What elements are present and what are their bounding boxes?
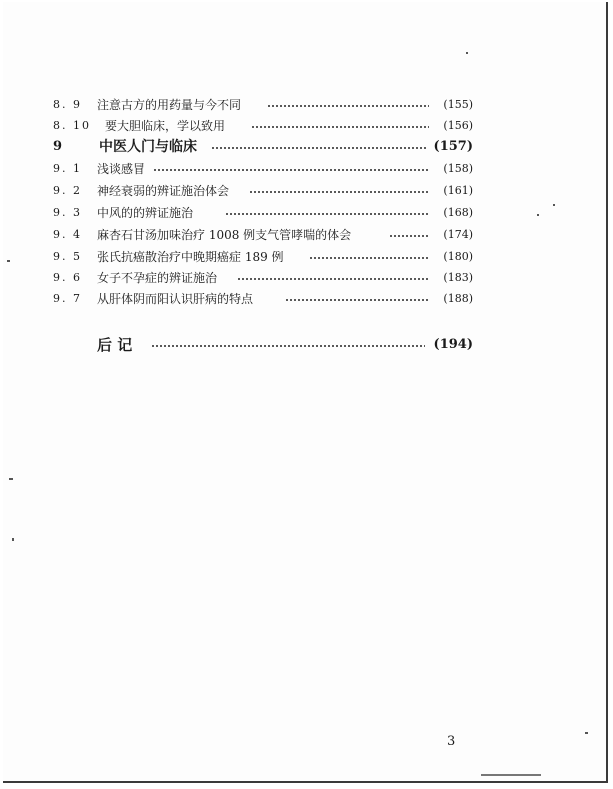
scan-speck <box>7 260 10 262</box>
scan-speck <box>537 214 539 216</box>
dot-leader <box>389 235 429 237</box>
scan-speck <box>9 478 13 480</box>
section-number: 9. 7 <box>53 292 82 305</box>
section-title: 要大胆临床，学以致用 <box>105 119 226 133</box>
toc-entry-8-10 <box>53 117 473 135</box>
toc-entry-9-3 <box>53 204 473 222</box>
toc-chapter-9 <box>53 138 473 156</box>
section-number: 9. 1 <box>53 162 82 175</box>
section-number: 9. 4 <box>53 228 82 241</box>
section-number: 8. 10 <box>53 119 91 132</box>
toc-entry-9-5 <box>53 248 473 266</box>
dot-leader <box>285 299 429 301</box>
section-title: 张氏抗癌散治疗中晚期癌症 189 例 <box>97 250 284 264</box>
page-reference: (155) <box>443 98 473 111</box>
page-reference: (157) <box>433 139 473 154</box>
scan-speck <box>553 204 555 206</box>
postscript-title: 后 记 <box>97 336 133 354</box>
section-title: 中风的的辨证施治 <box>97 206 194 220</box>
dot-leader <box>211 147 427 149</box>
dot-leader <box>153 169 429 171</box>
dot-leader <box>251 126 429 128</box>
dot-leader <box>309 257 429 259</box>
dot-leader <box>267 105 429 107</box>
dot-leader <box>225 213 429 215</box>
scan-speck <box>12 538 14 541</box>
section-number: 9. 5 <box>53 250 82 263</box>
page-reference: (168) <box>443 206 473 219</box>
page-reference: (174) <box>443 228 473 241</box>
page-reference: (183) <box>443 271 473 284</box>
section-title: 从肝体阴而阳认识肝病的特点 <box>97 292 254 306</box>
section-number: 8. 9 <box>53 98 82 111</box>
section-number: 9. 2 <box>53 184 82 197</box>
section-number: 9. 3 <box>53 206 82 219</box>
chapter-title: 中医人门与临床 <box>99 139 197 155</box>
section-title: 麻杏石甘汤加味治疗 1008 例支气管哮喘的体会 <box>97 228 352 242</box>
page-reference: (180) <box>443 250 473 263</box>
toc-entry-9-2 <box>53 182 473 200</box>
dot-leader <box>151 345 425 347</box>
dot-leader <box>237 278 429 280</box>
toc-postscript <box>97 334 473 356</box>
scan-edge-line <box>481 774 541 776</box>
document-page <box>3 2 608 783</box>
section-title: 浅谈感冒 <box>97 162 146 176</box>
page-number: 3 <box>447 734 456 749</box>
toc-entry-9-7 <box>53 290 473 308</box>
dot-leader <box>249 191 429 193</box>
table-of-contents <box>3 2 606 781</box>
section-number: 9. 6 <box>53 271 82 284</box>
page-reference: (194) <box>433 337 473 352</box>
scan-speck <box>585 732 588 734</box>
toc-entry-8-9 <box>53 96 473 114</box>
page-reference: (158) <box>443 162 473 175</box>
section-title: 神经衰弱的辨证施治体会 <box>97 184 230 198</box>
section-title: 注意古方的用药量与今不同 <box>97 98 242 112</box>
page-reference: (156) <box>443 119 473 132</box>
toc-entry-9-6 <box>53 269 473 287</box>
scan-speck <box>466 52 468 54</box>
toc-entry-9-4 <box>53 226 473 244</box>
chapter-number: 9 <box>53 139 65 154</box>
page-reference: (188) <box>443 292 473 305</box>
section-title: 女子不孕症的辨证施治 <box>97 271 218 285</box>
toc-entry-9-1 <box>53 160 473 178</box>
page-reference: (161) <box>443 184 473 197</box>
